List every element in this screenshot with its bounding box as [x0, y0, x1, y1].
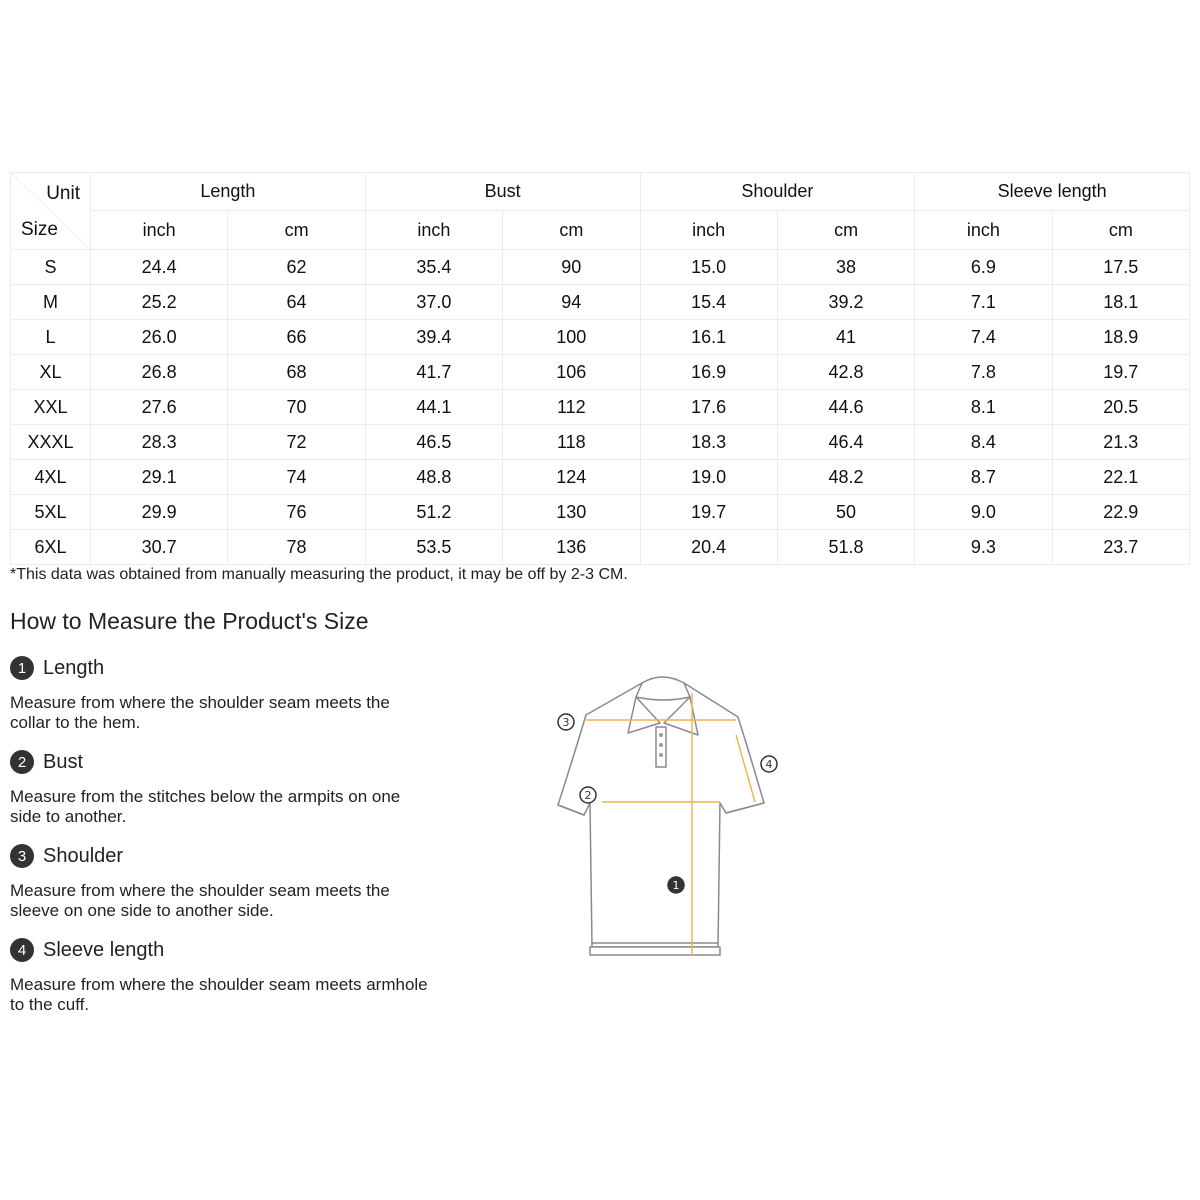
table-cell: 27.6 — [91, 390, 228, 425]
table-cell: 17.6 — [640, 390, 777, 425]
table-cell: 100 — [503, 320, 640, 355]
table-row — [11, 460, 1190, 495]
svg-text:3: 3 — [562, 716, 570, 729]
measurement-note: *This data was obtained from manually measuring the product, it may be off by 2-3 CM. — [10, 566, 628, 583]
step-title: Bust — [43, 750, 84, 773]
table-cell: 106 — [503, 355, 640, 390]
table-cell: 64 — [228, 285, 365, 320]
table-cell: 53.5 — [365, 530, 502, 565]
table-row — [11, 390, 1190, 425]
table-cell: 37.0 — [365, 285, 502, 320]
table-cell: 44.1 — [365, 390, 502, 425]
table-cell: 22.9 — [1052, 495, 1189, 530]
group-bust: Bust — [365, 173, 640, 211]
table-cell: 23.7 — [1052, 530, 1189, 565]
unit-header-row — [11, 211, 1190, 250]
size-label-cell: M — [11, 285, 91, 320]
unit-cell: inch — [915, 211, 1052, 250]
table-cell: 19.0 — [640, 460, 777, 495]
unit-cell: cm — [1052, 211, 1189, 250]
table-cell: 78 — [228, 530, 365, 565]
table-cell: 118 — [503, 425, 640, 460]
table-cell: 66 — [228, 320, 365, 355]
size-label-cell: 4XL — [11, 460, 91, 495]
table-cell: 38 — [777, 250, 914, 285]
table-cell: 8.7 — [915, 460, 1052, 495]
table-row — [11, 320, 1190, 355]
table-cell: 62 — [228, 250, 365, 285]
marker-3 — [558, 714, 574, 730]
table-cell: 18.3 — [640, 425, 777, 460]
step-bust-description: Measure from the stitches below the armpits on one side to another. — [10, 787, 401, 826]
how-to-measure-title: How to Measure the Product's Size — [10, 608, 369, 634]
table-cell: 20.4 — [640, 530, 777, 565]
step-sleeve-length-description: Measure from where the shoulder seam meets armhole to the cuff. — [10, 975, 428, 1014]
table-cell: 42.8 — [777, 355, 914, 390]
table-cell: 51.8 — [777, 530, 914, 565]
marker-2 — [580, 787, 596, 803]
table-cell: 8.4 — [915, 425, 1052, 460]
table-cell: 20.5 — [1052, 390, 1189, 425]
table-row — [11, 285, 1190, 320]
unit-cell: cm — [777, 211, 914, 250]
step-shoulder-heading — [10, 844, 123, 868]
step-shoulder-description: Measure from where the shoulder seam meets the sleeve on one side to another side. — [10, 881, 390, 920]
table-corner-cell — [11, 173, 91, 250]
polo-shirt-diagram — [550, 665, 780, 965]
group-shoulder: Shoulder — [640, 173, 915, 211]
table-cell: 18.1 — [1052, 285, 1189, 320]
table-cell: 48.8 — [365, 460, 502, 495]
table-cell: 7.8 — [915, 355, 1052, 390]
unit-cell: inch — [365, 211, 502, 250]
table-cell: 9.0 — [915, 495, 1052, 530]
step-title: Sleeve length — [43, 938, 165, 961]
table-cell: 72 — [228, 425, 365, 460]
step-number-badge: 1 — [10, 656, 34, 680]
table-cell: 18.9 — [1052, 320, 1189, 355]
corner-unit-label: Unit — [46, 183, 80, 204]
step-title: Shoulder — [43, 844, 124, 867]
table-cell: 19.7 — [1052, 355, 1189, 390]
size-label-cell: S — [11, 250, 91, 285]
step-bust-heading — [10, 750, 83, 774]
table-cell: 19.7 — [640, 495, 777, 530]
group-header-row — [11, 173, 1190, 211]
table-cell: 51.2 — [365, 495, 502, 530]
table-cell: 46.4 — [777, 425, 914, 460]
corner-size-label: Size — [21, 219, 58, 240]
table-cell: 90 — [503, 250, 640, 285]
step-number-badge: 4 — [10, 938, 34, 962]
table-cell: 46.5 — [365, 425, 502, 460]
table-cell: 15.4 — [640, 285, 777, 320]
table-row — [11, 250, 1190, 285]
unit-cell: inch — [91, 211, 228, 250]
size-label-cell: 6XL — [11, 530, 91, 565]
table-cell: 6.9 — [915, 250, 1052, 285]
table-cell: 30.7 — [91, 530, 228, 565]
size-label-cell: XXXL — [11, 425, 91, 460]
table-cell: 7.1 — [915, 285, 1052, 320]
table-cell: 16.1 — [640, 320, 777, 355]
size-label-cell: XXL — [11, 390, 91, 425]
table-cell: 94 — [503, 285, 640, 320]
table-cell: 29.9 — [91, 495, 228, 530]
table-cell: 130 — [503, 495, 640, 530]
table-cell: 22.1 — [1052, 460, 1189, 495]
table-cell: 17.5 — [1052, 250, 1189, 285]
table-cell: 35.4 — [365, 250, 502, 285]
svg-text:4: 4 — [765, 758, 773, 771]
table-cell: 28.3 — [91, 425, 228, 460]
table-cell: 70 — [228, 390, 365, 425]
table-cell: 8.1 — [915, 390, 1052, 425]
table-cell: 39.4 — [365, 320, 502, 355]
table-row — [11, 425, 1190, 460]
step-sleeve-length-heading — [10, 938, 164, 962]
table-cell: 26.8 — [91, 355, 228, 390]
table-cell: 7.4 — [915, 320, 1052, 355]
table-cell: 76 — [228, 495, 365, 530]
size-label-cell: L — [11, 320, 91, 355]
table-cell: 26.0 — [91, 320, 228, 355]
table-cell: 44.6 — [777, 390, 914, 425]
table-cell: 41.7 — [365, 355, 502, 390]
size-label-cell: XL — [11, 355, 91, 390]
table-cell: 112 — [503, 390, 640, 425]
table-cell: 39.2 — [777, 285, 914, 320]
table-cell: 124 — [503, 460, 640, 495]
button-dot — [659, 733, 663, 737]
table-cell: 25.2 — [91, 285, 228, 320]
table-row — [11, 355, 1190, 390]
marker-1 — [668, 877, 684, 893]
size-chart-table — [10, 172, 1190, 565]
button-dot — [659, 743, 663, 747]
group-sleeve-length: Sleeve length — [915, 173, 1190, 211]
step-length-heading — [10, 656, 104, 680]
table-cell: 21.3 — [1052, 425, 1189, 460]
shirt-outline — [558, 683, 764, 947]
step-number-badge: 2 — [10, 750, 34, 774]
svg-text:2: 2 — [584, 789, 592, 802]
table-cell: 136 — [503, 530, 640, 565]
table-cell: 41 — [777, 320, 914, 355]
table-cell: 16.9 — [640, 355, 777, 390]
table-cell: 50 — [777, 495, 914, 530]
unit-cell: cm — [228, 211, 365, 250]
step-title: Length — [43, 656, 105, 679]
shirt-hem-bottom — [590, 947, 720, 955]
table-cell: 9.3 — [915, 530, 1052, 565]
table-cell: 68 — [228, 355, 365, 390]
table-cell: 74 — [228, 460, 365, 495]
shirt-collar — [636, 677, 690, 700]
unit-cell: cm — [503, 211, 640, 250]
table-row — [11, 495, 1190, 530]
table-cell: 15.0 — [640, 250, 777, 285]
unit-cell: inch — [640, 211, 777, 250]
table-cell: 48.2 — [777, 460, 914, 495]
group-length: Length — [91, 173, 366, 211]
table-cell: 29.1 — [91, 460, 228, 495]
step-length-description: Measure from where the shoulder seam meets the collar to the hem. — [10, 693, 390, 732]
table-cell: 24.4 — [91, 250, 228, 285]
button-dot — [659, 753, 663, 757]
size-label-cell: 5XL — [11, 495, 91, 530]
table-row — [11, 530, 1190, 565]
step-number-badge: 3 — [10, 844, 34, 868]
svg-text:1: 1 — [672, 879, 680, 892]
marker-4 — [761, 756, 777, 772]
